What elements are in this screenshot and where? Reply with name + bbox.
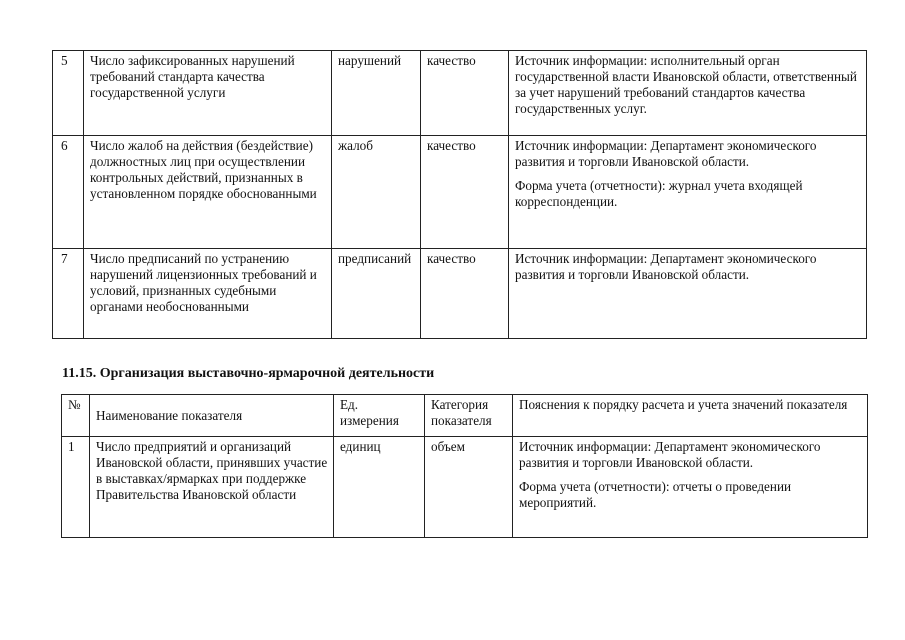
unit-of-measure: нарушений [332,51,421,136]
unit-of-measure: предписаний [332,249,421,339]
row-number: 6 [53,136,84,249]
notes-source: Источник информации: Департамент экономического развития и торговли Ивановской области. [515,251,817,282]
header-indicator-name: Наименование показателя [90,395,334,437]
indicators-table-continued [52,50,867,339]
header-number: № [62,395,90,437]
table-row [53,51,867,136]
indicator-notes [509,51,867,136]
indicator-name: Число зафиксированных нарушений требований стандарта качества государственной услуги [84,51,332,136]
indicator-notes [509,249,867,339]
table-row [53,249,867,339]
row-number: 7 [53,249,84,339]
header-category: Категория показателя [425,395,513,437]
unit-of-measure: единиц [334,437,425,538]
row-number: 1 [62,437,90,538]
header-notes: Пояснения к порядку расчета и учета значений показателя [513,395,868,437]
indicator-category: качество [421,249,509,339]
notes-source: Источник информации: Департамент экономического развития и торговли Ивановской области. [519,439,821,470]
indicator-category: объем [425,437,513,538]
exhibition-indicators-table [61,394,868,538]
indicator-name: Число жалоб на действия (бездействие) должностных лиц при осуществлении контрольных действий, признанных в установленном порядке обоснованными [84,136,332,249]
header-unit: Ед. измерения [334,395,425,437]
table-row [53,136,867,249]
indicator-name: Число предписаний по устранению нарушений лицензионных требований и условий, признанных судебными органами необоснованными [84,249,332,339]
table-row [62,437,868,538]
indicator-notes [513,437,868,538]
table-header-row [62,395,868,437]
notes-report-form: Форма учета (отчетности): отчеты о проведении мероприятий. [519,479,792,510]
section-heading: 11.15. Организация выставочно-ярмарочной деятельности [62,366,435,381]
notes-report-form: Форма учета (отчетности): журнал учета входящей корреспонденции. [515,178,803,209]
notes-source: Источник информации: исполнительный орган государственной власти Ивановской области, ответственный за учет нарушений требований стандартов качества государственных услуг. [515,53,857,116]
indicator-category: качество [421,136,509,249]
indicator-category: качество [421,51,509,136]
unit-of-measure: жалоб [332,136,421,249]
row-number: 5 [53,51,84,136]
indicator-notes [509,136,867,249]
notes-source: Источник информации: Департамент экономического развития и торговли Ивановской области. [515,138,817,169]
indicator-name: Число предприятий и организаций Ивановской области, принявших участие в выставках/ярмарках при поддержке Правительства Ивановской области [90,437,334,538]
